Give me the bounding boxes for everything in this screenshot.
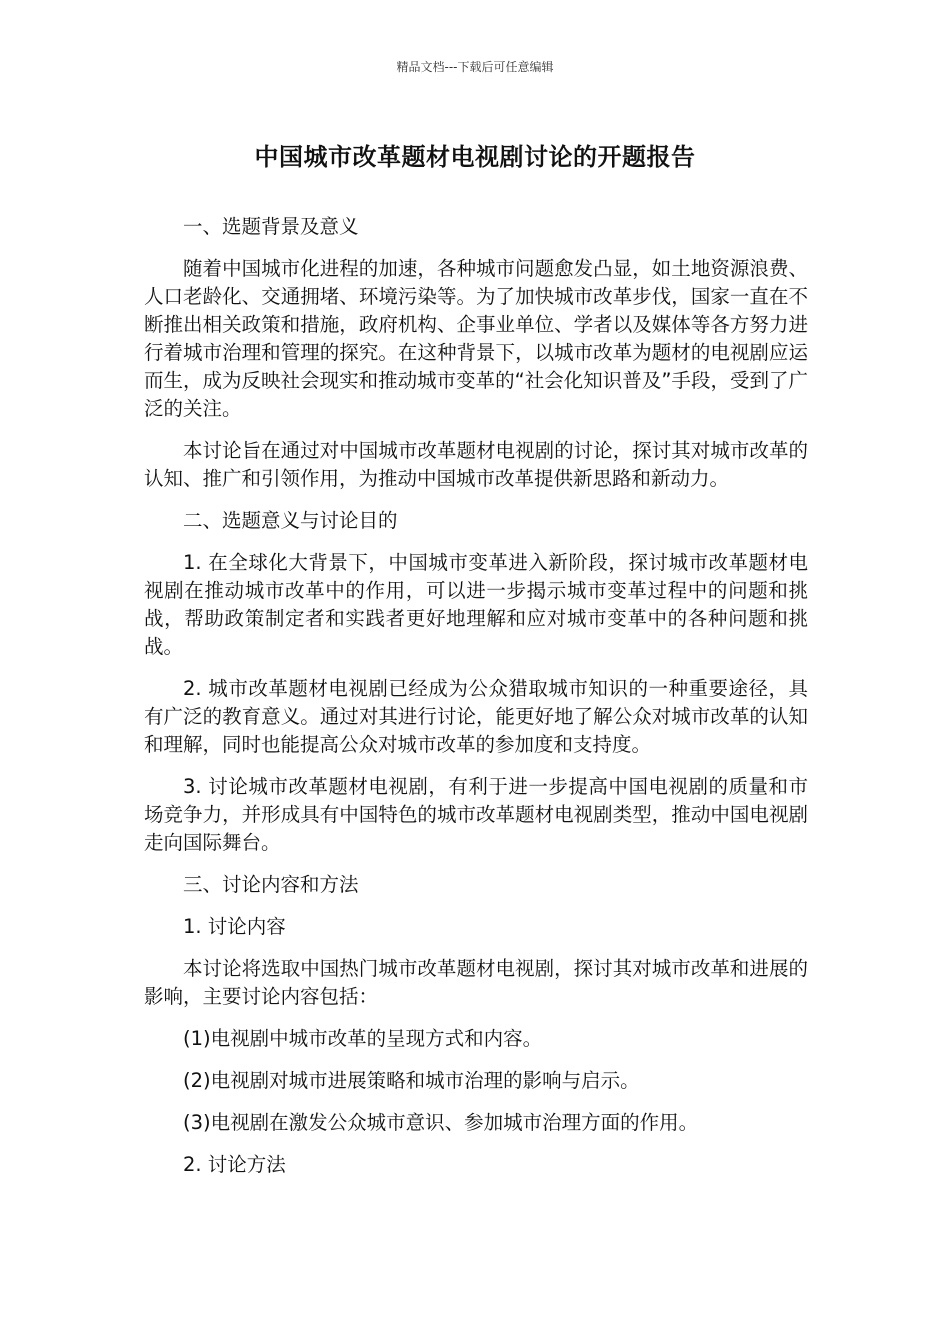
content-point-2: (2)电视剧对城市进展策略和城市治理的影响与启示。 <box>183 1069 640 1092</box>
section-heading-content-methods: 三、讨论内容和方法 <box>183 873 359 896</box>
paragraph-purpose: 本讨论旨在通过对中国城市改革题材电视剧的讨论，探讨其对城市改革的认知、推广和引领作用，为推动中国城市改革提供新思路和新动力。 <box>144 439 808 490</box>
significance-item-2: 2. 城市改革题材电视剧已经成为公众猎取城市知识的一种重要途径，具有广泛的教育意义。通过对其进行讨论，能更好地了解公众对城市改革的认知和理解，同时也能提高公众对城市改革的参加度和支持度。 <box>144 677 808 756</box>
significance-item-1: 1. 在全球化大背景下，中国城市变革进入新阶段，探讨城市改革题材电视剧在推动城市改革中的作用，可以进一步揭示城市变革过程中的问题和挑战，帮助政策制定者和实践者更好地理解和应对城市变革中的各种问题和挑战。 <box>144 551 808 658</box>
document-title: 中国城市改革题材电视剧讨论的开题报告 <box>254 143 696 171</box>
content-point-3: (3)电视剧在激发公众城市意识、参加城市治理方面的作用。 <box>183 1111 699 1134</box>
section-heading-background: 一、选题背景及意义 <box>183 215 359 238</box>
page-header-note: 精品文档---下载后可任意编辑 <box>396 60 554 74</box>
subheading-content: 1. 讨论内容 <box>183 915 286 938</box>
subheading-methods: 2. 讨论方法 <box>183 1153 286 1176</box>
section-heading-significance: 二、选题意义与讨论目的 <box>183 509 398 532</box>
significance-item-3: 3. 讨论城市改革题材电视剧，有利于进一步提高中国电视剧的质量和市场竞争力，并形成具有中国特色的城市改革题材电视剧类型，推动中国电视剧走向国际舞台。 <box>144 775 808 854</box>
paragraph-content-intro: 本讨论将选取中国热门城市改革题材电视剧，探讨其对城市改革和进展的影响，主要讨论内容包括： <box>144 957 808 1008</box>
content-point-1: (1)电视剧中城市改革的呈现方式和内容。 <box>183 1027 543 1050</box>
document-body <box>144 213 808 1193</box>
paragraph-background: 随着中国城市化进程的加速，各种城市问题愈发凸显，如土地资源浪费、人口老龄化、交通拥堵、环境污染等。为了加快城市改革步伐，国家一直在不断推出相关政策和措施，政府机构、企事业单位、学者以及媒体等各方努力进行着城市治理和管理的探究。在这种背景下，以城市改革为题材的电视剧应运而生，成为反映社会现实和推动城市变革的“社会化知识普及”手段，受到了广泛的关注。 <box>144 257 808 420</box>
